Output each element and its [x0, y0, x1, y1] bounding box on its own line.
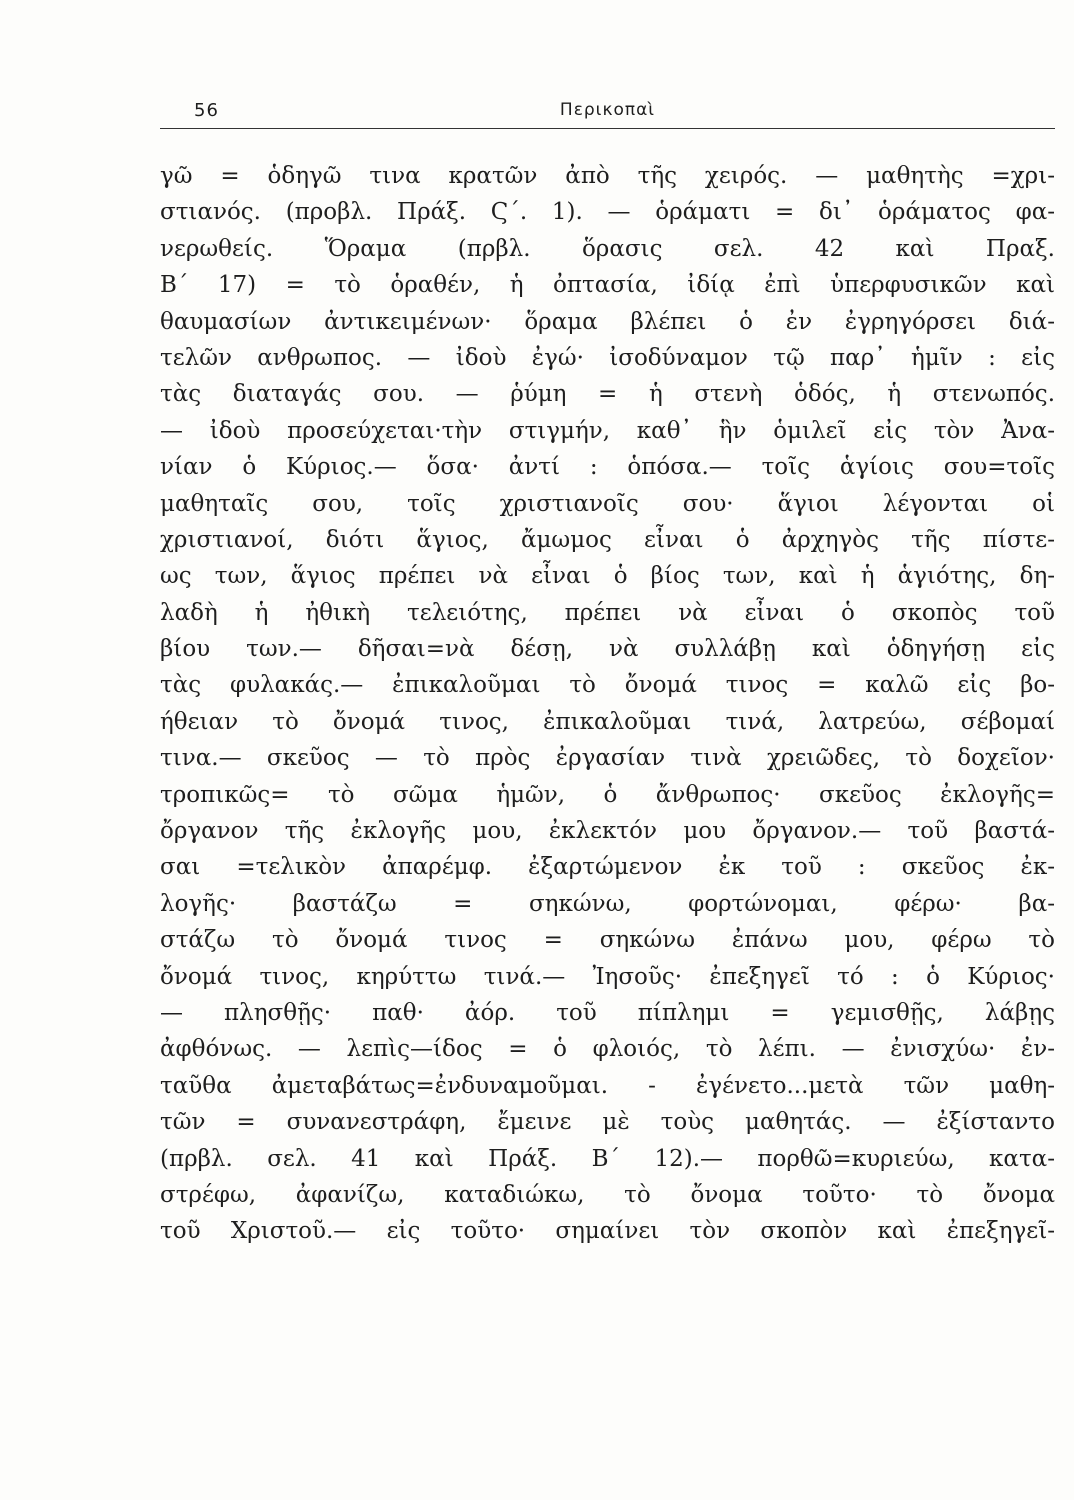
text-line: τοῦ Χριστοῦ.— εἰς τοῦτο· σημαίνει τὸν σκοπὸν καὶ ἐπεξηγεῖ-: [160, 1218, 1055, 1245]
text-line: ως των, ἅγιος πρέπει νὰ εἶναι ὁ βίος των, καὶ ἡ ἁγιότης, δη-: [160, 563, 1055, 590]
text-line: τελῶν ανθρωπος. — ἰδοὺ ἐγώ· ἰσοδύναμον τῷ παρ᾽ ἡμῖν : εἰς: [160, 344, 1055, 371]
page-header: [160, 96, 1055, 129]
commentary-text: [160, 158, 1055, 1250]
text-line: — πλησθῇς· παθ· ἀόρ. τοῦ πίπλημι = γεμισθῇς, λάβῃς: [160, 999, 1055, 1026]
text-line: Β΄ 17) = τὸ ὁραθέν, ἡ ὀπτασία, ἰδίᾳ ἐπὶ ὑπερφυσικῶν καὶ: [160, 272, 1055, 299]
text-line: στιανός. (προβλ. Πράξ. Ϛ΄. 1). — ὁράματι = δι᾽ ὁράματος φα-: [160, 199, 1055, 226]
text-line: ὄνομά τινος, κηρύττω τινά.— Ἰησοῦς· ἐπεξηγεῖ τό : ὁ Κύριος·: [160, 963, 1055, 990]
text-line: ὄργανον τῆς ἐκλογῆς μου, ἐκλεκτόν μου ὄργανον.— τοῦ βαστά-: [160, 818, 1055, 845]
text-line: λογῆς· βαστάζω = σηκώνω, φορτώνομαι, φέρω· βα-: [160, 890, 1055, 917]
text-line: ήθειαν τὸ ὄνομά τινος, ἐπικαλοῦμαι τινά, λατρεύω, σέβομαί: [160, 708, 1055, 735]
page-number: 56: [194, 100, 219, 121]
text-line: νερωθείς. Ὅραμα (πρβλ. ὅρασις σελ. 42 καὶ Πραξ.: [160, 235, 1055, 262]
text-line: γῶ = ὁδηγῶ τινα κρατῶν ἀπὸ τῆς χειρός. — μαθητὴς =χρι-: [160, 163, 1055, 189]
running-title: Περικοπαὶ: [559, 100, 656, 120]
text-line: τῶν = συνανεστράφη, ἔμεινε μὲ τοὺς μαθητάς. — ἐξίσταντο: [160, 1109, 1055, 1136]
text-line: στάζω τὸ ὄνομά τινος = σηκώνω ἐπάνω μου, φέρω τὸ: [160, 927, 1055, 954]
text-line: μαθηταῖς σου, τοῖς χριστιανοῖς σου· ἅγιοι λέγονται οἱ: [160, 490, 1055, 517]
text-line: τινα.— σκεῦος — τὸ πρὸς ἐργασίαν τινὰ χρειῶδες, τὸ δοχεῖον·: [160, 745, 1055, 772]
text-line: ταῦθα ἀμεταβάτως=ἐνδυναμοῦμαι. - ἐγένετο...μετὰ τῶν μαθη-: [160, 1072, 1055, 1099]
text-line: λαδὴ ἡ ἠθικὴ τελειότης, πρέπει νὰ εἶναι ὁ σκοπὸς τοῦ: [160, 599, 1055, 626]
text-line: σαι =τελικὸν ἀπαρέμφ. ἐξαρτώμενον ἐκ τοῦ : σκεῦος ἐκ-: [160, 854, 1055, 881]
text-line: (πρβλ. σελ. 41 καὶ Πράξ. Β΄ 12).— πορθῶ=κυριεύω, κατα-: [160, 1145, 1055, 1172]
text-line: βίου των.— δῆσαι=νὰ δέσῃ, νὰ συλλάβῃ καὶ ὁδηγήσῃ εἰς: [160, 636, 1055, 663]
text-line: στρέφω, ἀφανίζω, καταδιώκω, τὸ ὄνομα τοῦτο· τὸ ὄνομα: [160, 1181, 1055, 1208]
text-line: χριστιανοί, διότι ἅγιος, ἄμωμος εἶναι ὁ ἀρχηγὸς τῆς πίστε-: [160, 526, 1055, 553]
text-line: ἀφθόνως. — λεπὶς—ίδος = ὁ φλοιός, τὸ λέπι. — ἐνισχύω· ἐν-: [160, 1036, 1055, 1063]
text-line: — ἰδοὺ προσεύχεται·τὴν στιγμήν, καθ᾽ ἣν ὁμιλεῖ εἰς τὸν Ἀνα-: [160, 417, 1055, 444]
text-line: θαυμασίων ἀντικειμένων· ὅραμα βλέπει ὁ ἐν ἐγρηγόρσει διά-: [160, 308, 1055, 335]
text-line: τὰς διαταγάς σου. — ῥύμη = ἡ στενὴ ὁδός, ἡ στενωπός.: [160, 381, 1055, 408]
text-line: τροπικῶς= τὸ σῶμα ἡμῶν, ὁ ἄνθρωπος· σκεῦος ἐκλογῆς=: [160, 781, 1055, 808]
text-line: τὰς φυλακάς.— ἐπικαλοῦμαι τὸ ὄνομά τινος = καλῶ εἰς βο-: [160, 672, 1055, 699]
text-line: νίαν ὁ Κύριος.— ὅσα· ἀντί : ὁπόσα.— τοῖς ἁγίοις σου=τοῖς: [160, 454, 1055, 481]
